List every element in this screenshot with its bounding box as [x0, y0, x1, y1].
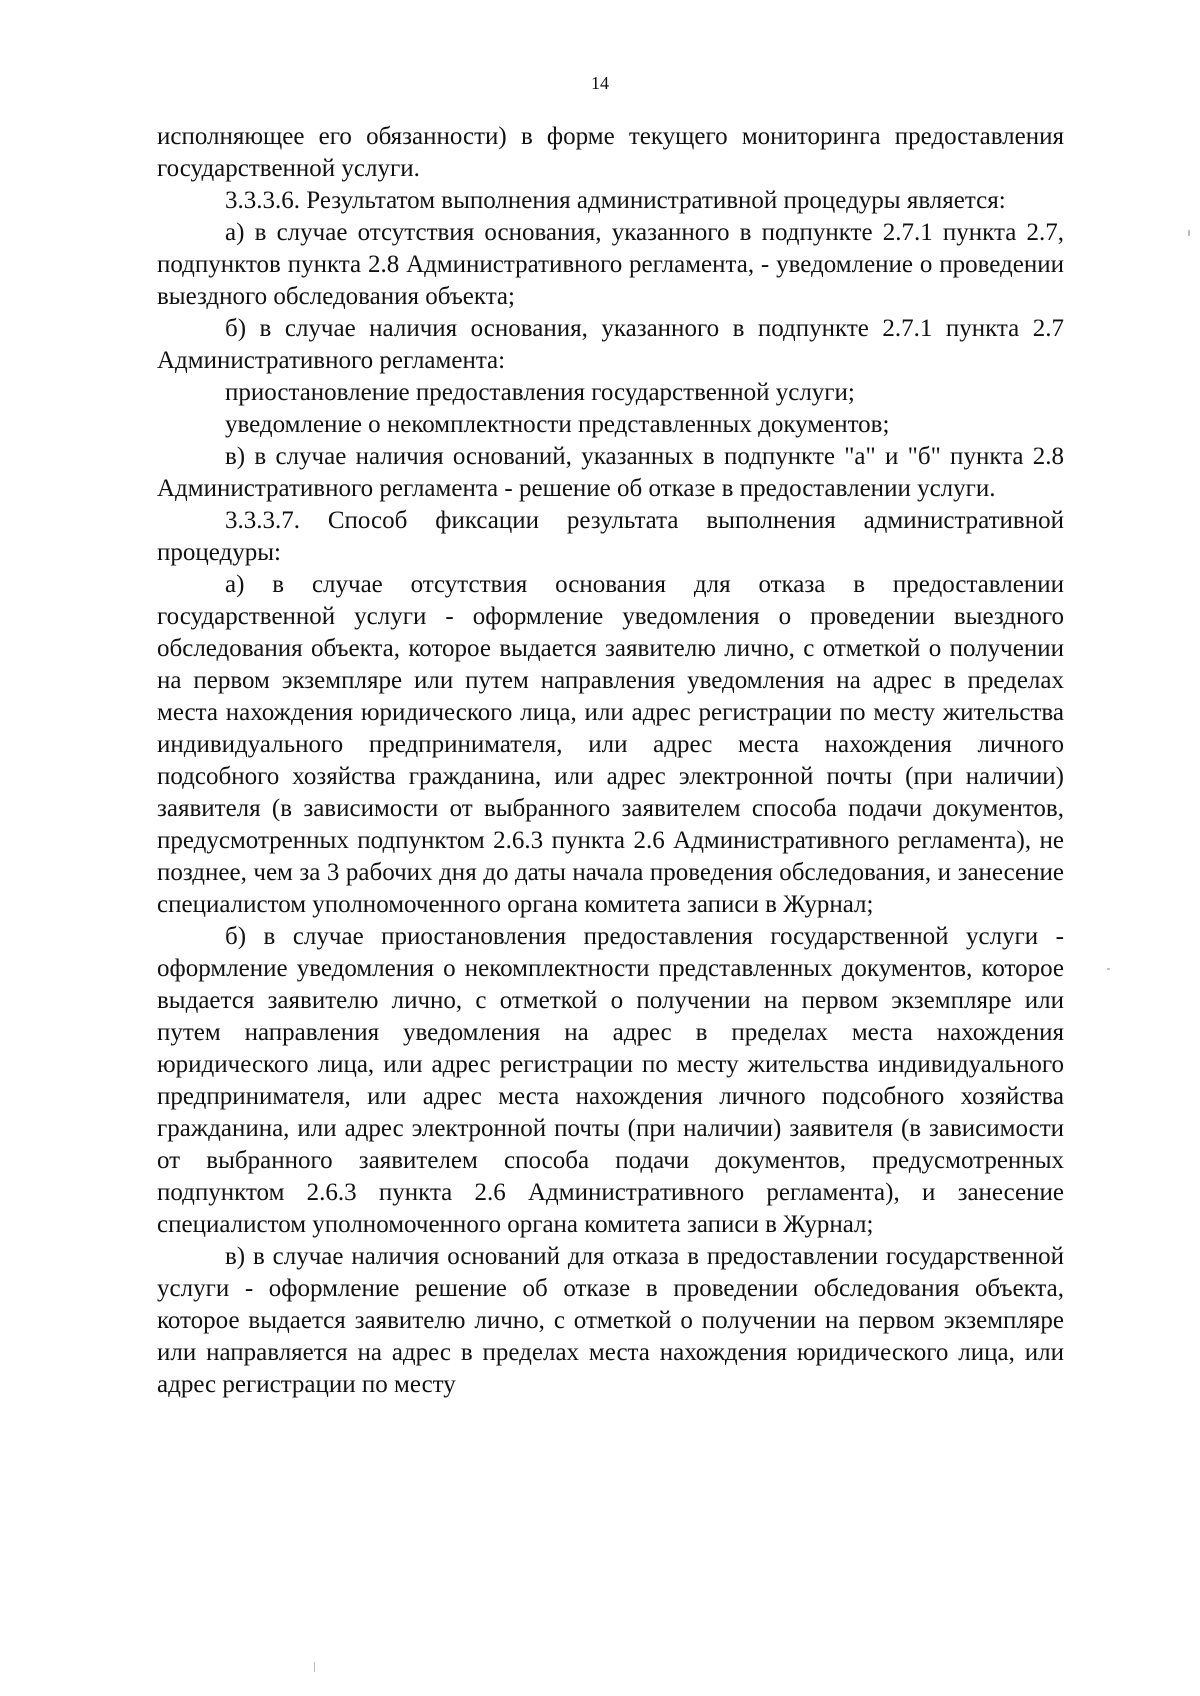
paragraph-item-a: а) в случае отсутствия основания, указанного в подпункте 2.7.1 пункта 2.7, подпунктов пункта 2.8 Административного регламента, - уведомление о проведении выездного обследования объекта; [157, 219, 1064, 310]
page-number: 14 [591, 73, 609, 93]
scan-speck [314, 1662, 315, 1672]
scan-speck [1188, 230, 1190, 236]
paragraph-3-3-3-6: 3.3.3.6. Результатом выполнения административной процедуры является: [225, 187, 1006, 214]
scan-speck [1107, 968, 1110, 970]
paragraph-fixation-v: в) в случае наличия оснований для отказа в предоставлении государственной услуги - оформление решение об отказе в проведении обследования объекта, которое выдается заявителю лично, с отметкой о получении на первом экземпляре или направляется на адрес в пределах места нахождения юридического лица, или адрес регистрации по месту [157, 1243, 1064, 1398]
paragraph-item-b: б) в случае наличия основания, указанного в подпункте 2.7.1 пункта 2.7 Административного регламента: [157, 315, 1064, 374]
paragraph-incompleteness-notice: уведомление о некомплектности представленных документов; [225, 411, 890, 438]
paragraph-3-3-3-7: 3.3.3.7. Способ фиксации результата выполнения административной процедуры: [157, 507, 1064, 566]
paragraph-fixation-b: б) в случае приостановления предоставления государственной услуги - оформление уведомления о некомплектности представленных документов, которое выдается заявителю лично, с отметкой о получении на первом экземпляре или путем направления уведомления на адрес в пределах места нахождения юридического лица, или адрес регистрации по месту жительства индивидуального предпринимателя, или адрес места нахождения личного подсобного хозяйства гражданина, или адрес электронной почты (при наличии) заявителя (в зависимости от выбранного заявителем способа подачи документов, предусмотренных подпунктом 2.6.3 пункта 2.6 Административного регламента), и занесение специалистом уполномоченного органа комитета записи в Журнал; [157, 923, 1064, 1238]
paragraph-fixation-a: а) в случае отсутствия основания для отказа в предоставлении государственной услуги - оформление уведомления о проведении выездного обследования объекта, которое выдается заявителю лично, с отметкой о получении на первом экземпляре или путем направления уведомления на адрес в пределах места нахождения юридического лица, или адрес регистрации по месту жительства индивидуального предпринимателя, или адрес места нахождения личного подсобного хозяйства гражданина, или адрес электронной почты (при наличии) заявителя (в зависимости от выбранного заявителем способа подачи документов, предусмотренных подпунктом 2.6.3 пункта 2.6 Административного регламента), не позднее, чем за 3 рабочих дня до даты начала проведения обследования, и занесение специалистом уполномоченного органа комитета записи в Журнал; [157, 571, 1064, 918]
paragraph-continuation: исполняющее его обязанности) в форме текущего мониторинга предоставления государственной услуги. [157, 123, 1064, 182]
paragraph-suspension: приостановление предоставления государственной услуги; [225, 379, 855, 406]
paragraph-item-v: в) в случае наличия оснований, указанных в подпункте "а" и "б" пункта 2.8 Административного регламента - решение об отказе в предоставлении услуги. [157, 443, 1064, 502]
document-body [157, 121, 1064, 1401]
